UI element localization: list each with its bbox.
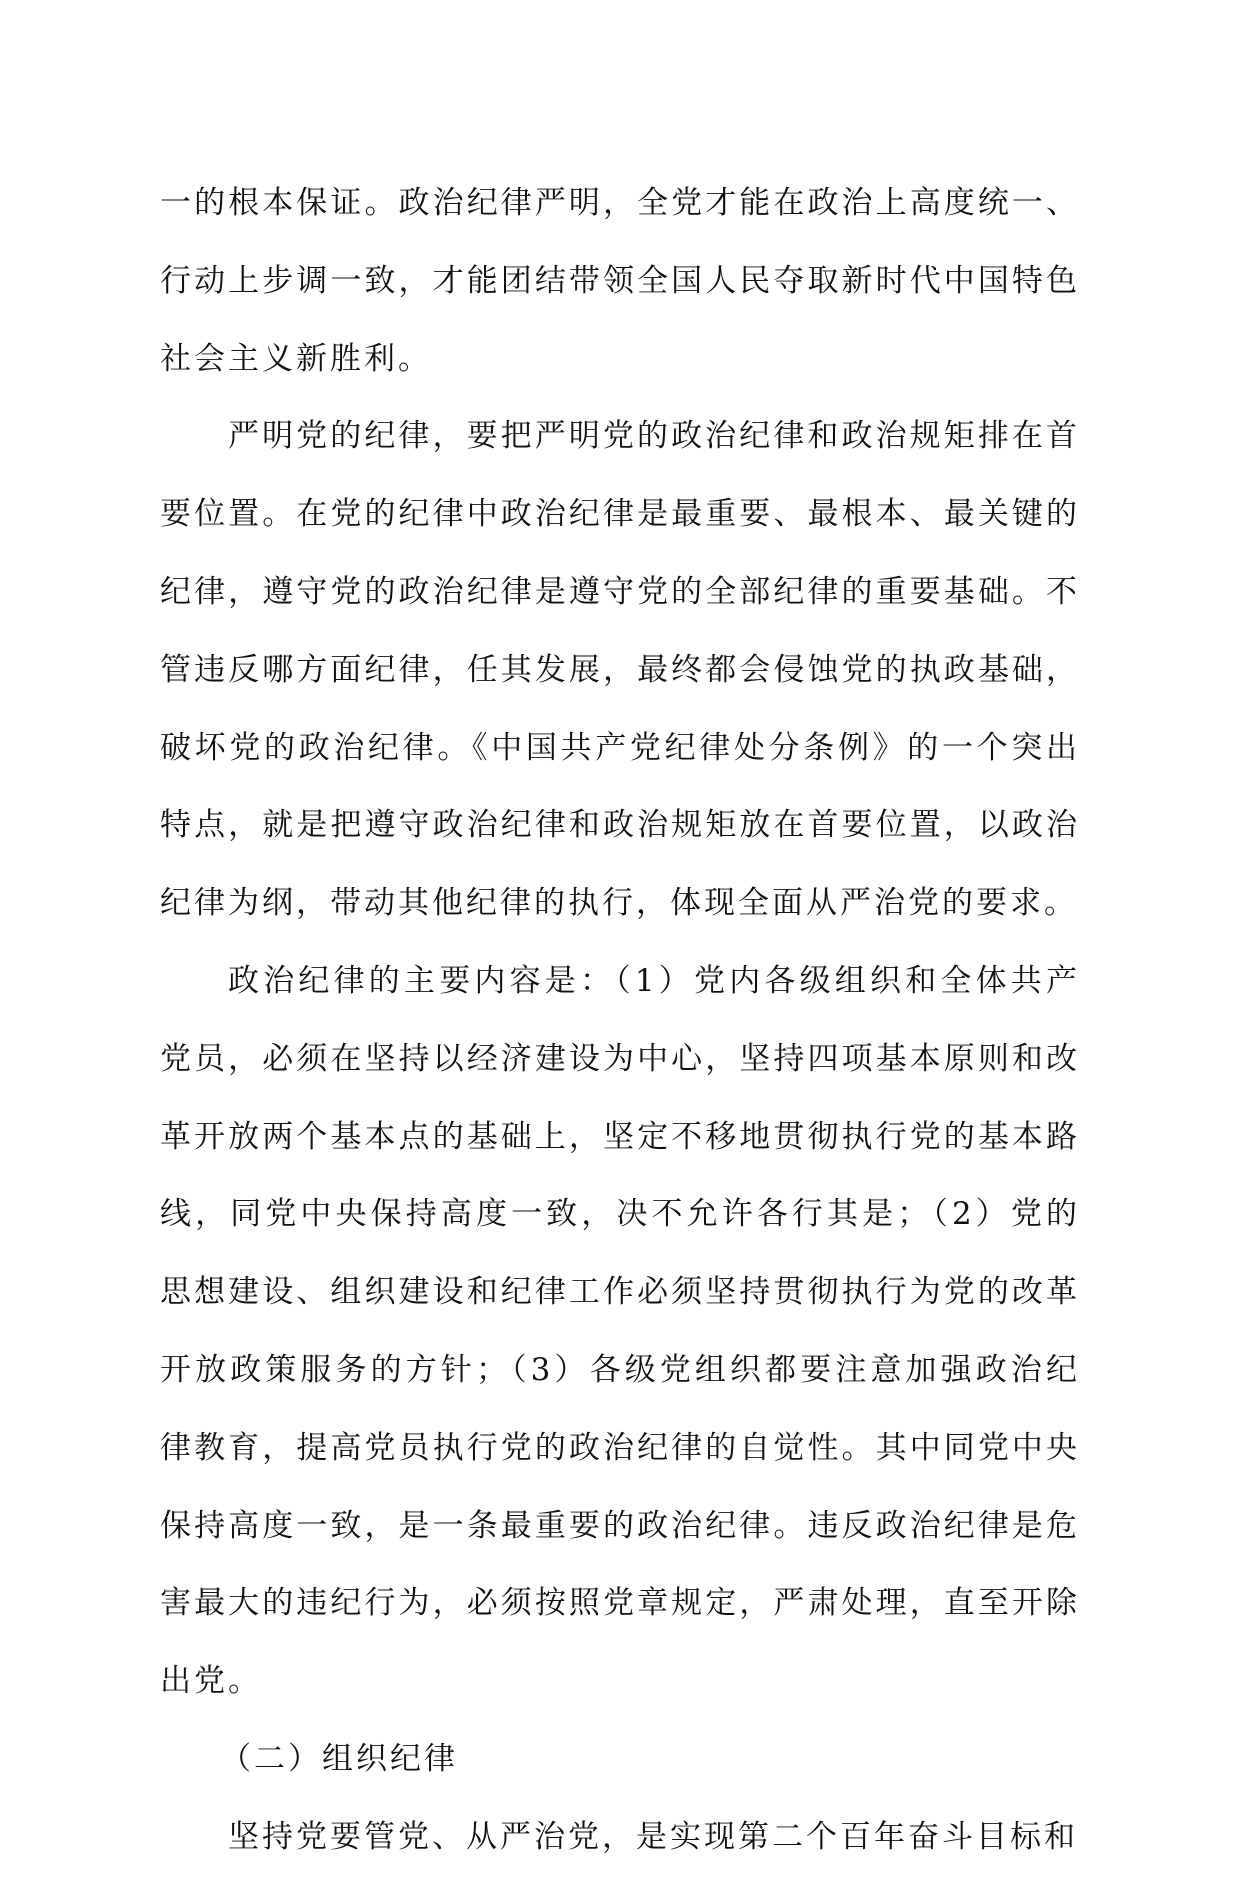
paragraph-political-discipline-content: 政治纪律的主要内容是：（1）党内各级组织和全体共产党员，必须在坚持以经济建设为中心，坚持四项基本原则和改革开放两个基本点的基础上，坚定不移地贯彻执行党的基本路线，同党中央保持高度一致，决不允许各行其是；（2）党的思想建设、组织建设和纪律工作必须坚持贯彻执行为党的改革开放政策服务的方针；（3）各级党组织都要注意加强政治纪律教育，提高党员执行党的政治纪律的自觉性。其中同党中央保持高度一致，是一条最重要的政治纪律。违反政治纪律是危害最大的违纪行为，必须按照党章规定，严肃处理，直至开除出党。 (160, 962, 1080, 1700)
paragraph-organizational-discipline: 坚持党要管党、从严治党，是实现第二个百年奋斗目标和 (228, 1818, 1078, 1855)
continued-paragraph: 一的根本保证。政治纪律严明，全党才能在政治上高度统一、行动上步调一致，才能团结带领全国人民夺取新时代中国特色社会主义新胜利。 (160, 185, 1080, 377)
section-heading-organizational-discipline: （二）组织纪律 (220, 1740, 458, 1777)
paragraph-political-discipline-priority: 严明党的纪律，要把严明党的政治纪律和政治规矩排在首要位置。在党的纪律中政治纪律是最重要、最根本、最关键的纪律，遵守党的政治纪律是遵守党的全部纪律的重要基础。不管违反哪方面纪律，任其发展，最终都会侵蚀党的执政基础，破坏党的政治纪律。《中国共产党纪律处分条例》的一个突出特点，就是把遵守政治纪律和政治规矩放在首要位置，以政治纪律为纲，带动其他纪律的执行，体现全面从严治党的要求。 (160, 418, 1080, 922)
